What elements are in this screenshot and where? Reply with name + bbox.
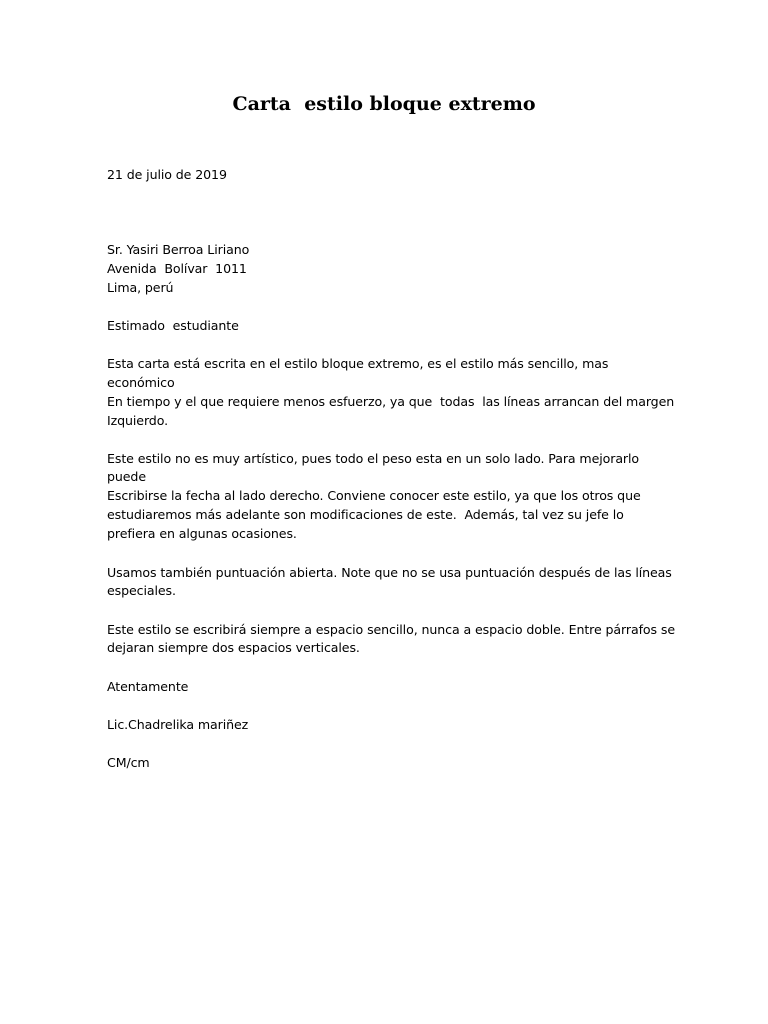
signature: Lic.Chadrelika mariñez [107,717,249,732]
paragraph-2-line-1: Este estilo no es muy artístico, pues todo el peso esta en un solo lado. Para mejorarlo [107,451,640,466]
paragraph-1-line-3: En tiempo y el que requiere menos esfuerzo, ya que todas las líneas arrancan del margen [107,394,675,409]
paragraph-1-line-1: Esta carta está escrita en el estilo bloque extremo, es el estilo más sencillo, mas [107,356,609,371]
paragraph-3-line-2: especiales. [107,583,176,598]
paragraph-4-line-2: dejaran siempre dos espacios verticales. [107,640,360,655]
recipient-city: Lima, perú [107,280,174,295]
paragraph-2-line-2: puede [107,469,146,484]
document-title: Carta estilo bloque extremo [232,93,536,115]
paragraph-1-line-4: Izquierdo. [107,413,168,428]
recipient-address: Avenida Bolívar 1011 [107,261,247,276]
paragraph-3-line-1: Usamos también puntuación abierta. Note que no se usa puntuación después de las líneas [107,565,672,580]
paragraph-4-line-1: Este estilo se escribirá siempre a espacio sencillo, nunca a espacio doble. Entre párrafos se [107,622,676,637]
reference-initials: CM/cm [107,755,150,770]
paragraph-2-line-5: prefiera en algunas ocasiones. [107,526,297,541]
paragraph-1-line-2: económico [107,375,175,390]
recipient-name: Sr. Yasiri Berroa Liriano [107,242,250,257]
letter-date: 21 de julio de 2019 [107,167,227,182]
salutation: Estimado estudiante [107,318,239,333]
closing: Atentamente [107,679,189,694]
paragraph-2-line-3: Escribirse la fecha al lado derecho. Conviene conocer este estilo, ya que los otros que [107,488,641,503]
paragraph-2-line-4: estudiaremos más adelante son modificaciones de este. Además, tal vez su jefe lo [107,507,624,522]
